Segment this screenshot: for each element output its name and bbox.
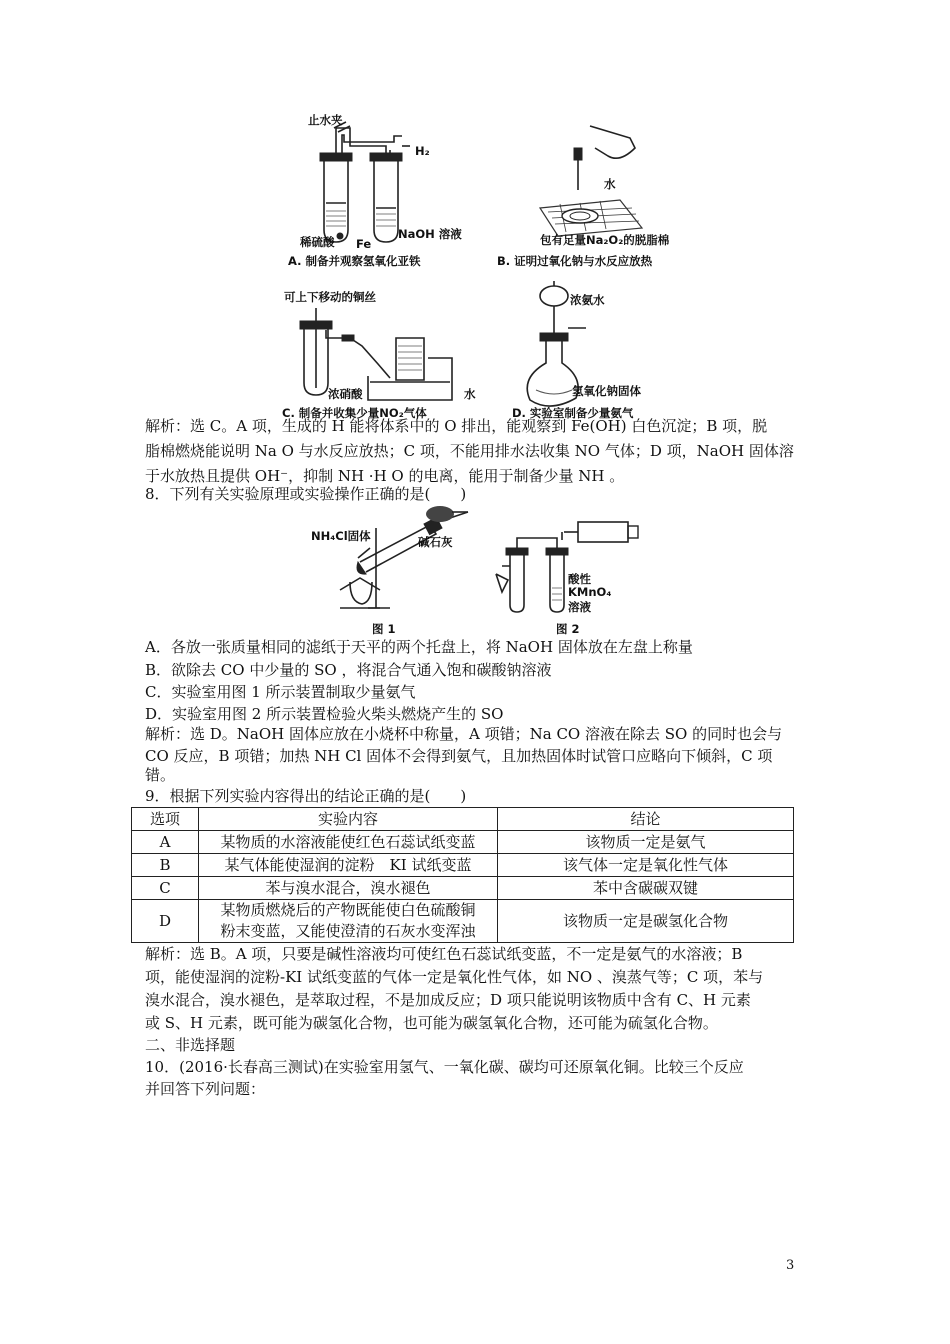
- label-naoh-solid: 氢氧化钠固体: [572, 384, 641, 398]
- q9-analysis-line3: 溴水混合，溴水褪色，是萃取过程，不是加成反应；D 项只能说明该物质中含有 C、H 元素: [145, 991, 751, 1009]
- q8-option-b: B．欲除去 CO 中少量的 SO ，将混合气通入饱和碳酸钠溶液: [145, 661, 552, 679]
- figure-c-drawing: [300, 308, 452, 400]
- row-conclusion: 该物质一定是碳氢化合物: [498, 900, 794, 943]
- label-fe: Fe: [356, 237, 372, 251]
- row-content: [199, 900, 498, 943]
- q8-analysis-line2: CO 反应，B 项错；加热 NH Cl 固体不会得到氨气，且加热固体时试管口应略向下倾斜，C 项: [145, 747, 773, 765]
- row-conclusion: 苯中含碳碳双键: [498, 877, 794, 900]
- q8-analysis-line3: 错。: [145, 766, 176, 784]
- row-content: 某物质的水溶液能使红色石蕊试纸变蓝: [199, 831, 498, 854]
- label-movable-copper-wire: 可上下移动的铜丝: [284, 290, 376, 304]
- q9-analysis-line1: 解析：选 B。A 项，只要是碱性溶液均可使红色石蕊试纸变蓝，不一定是氨气的水溶液；B: [145, 945, 743, 963]
- label-kmno4: KMnO₄: [568, 585, 612, 599]
- label-water-c: 水: [464, 387, 476, 401]
- caption-figure-d: D. 实验室制备少量氨气: [512, 406, 634, 420]
- q9-analysis-line4: 或 S、H 元素，既可能为碳氢化合物，也可能为碳氢氧化合物，还可能为硫氢化合物。: [145, 1014, 718, 1032]
- row-content: 苯与溴水混合，溴水褪色: [199, 877, 498, 900]
- label-acidic: 酸性: [568, 572, 591, 586]
- q8-option-a: A．各放一张质量相同的滤纸于天平的两个托盘上，将 NaOH 固体放在左盘上称量: [145, 638, 693, 656]
- caption-figure-b: B. 证明过氧化钠与水反应放热: [497, 254, 653, 268]
- label-conc-ammonia: 浓氨水: [570, 293, 605, 307]
- q9-table: [131, 807, 794, 943]
- analysis7-line2: 脂棉燃烧能说明 Na O 与水反应放热；C 项，不能用排水法收集 NO 气体；D 项，NaOH 固体溶: [145, 442, 794, 460]
- q10-line2: 并回答下列问题：: [145, 1080, 266, 1098]
- figure-a-drawing: [320, 122, 410, 242]
- apparatus-figures-q8: [310, 500, 650, 620]
- q8-option-d: D．实验室用图 2 所示装置检验火柴头燃烧产生的 SO: [145, 705, 504, 723]
- q8-option-c: C．实验室用图 1 所示装置制取少量氨气: [145, 683, 416, 701]
- caption-figure-a: A. 制备并观察氢氧化亚铁: [288, 254, 421, 268]
- caption-figure-c: C. 制备并收集少量NO₂气体: [282, 406, 427, 420]
- caption-fig1: 图 1: [372, 622, 396, 636]
- q8-analysis-line1: 解析：选 D。NaOH 固体应放在小烧杯中称量，A 项错；Na CO 溶液在除去 SO 的同时也会与: [145, 725, 783, 743]
- section-heading: 二、非选择题: [145, 1036, 236, 1054]
- table-row: [132, 877, 794, 900]
- page-number: 3: [786, 1258, 795, 1273]
- label-solution: 溶液: [568, 600, 591, 614]
- header-option: 选项: [132, 808, 199, 831]
- row-content: 某气体能使湿润的淀粉 KI 试纸变蓝: [199, 854, 498, 877]
- row-content-line: 粉末变蓝，又能使澄清的石灰水变浑浊: [220, 922, 476, 940]
- figure-b-drawing: [540, 126, 642, 236]
- label-h2: H₂: [415, 144, 430, 158]
- label-cotton-na2o2: 包有足量Na₂O₂的脱脂棉: [540, 233, 670, 247]
- label-naoh-solution: NaOH 溶液: [398, 227, 462, 241]
- row-conclusion: 该气体一定是氧化性气体: [498, 854, 794, 877]
- analysis7-line3: 于水放热且提供 OH⁻，抑制 NH ·H O 的电离，能用于制备少量 NH 。: [145, 467, 625, 485]
- header-conclusion: 结论: [498, 808, 794, 831]
- label-conc-nitric-acid: 浓硝酸: [328, 387, 363, 401]
- table-row: [132, 831, 794, 854]
- table-header-row: [132, 808, 794, 831]
- label-soda-lime: 碱石灰: [418, 535, 453, 549]
- header-content: 实验内容: [199, 808, 498, 831]
- row-option: A: [132, 831, 199, 854]
- label-nh4cl-solid: NH₄Cl固体: [311, 529, 371, 543]
- q10-line1: 10．(2016·长春高三测试)在实验室用氢气、一氧化碳、碳均可还原氧化铜。比较三个反应: [145, 1058, 744, 1076]
- label-dilute-sulfuric-acid: 稀硫酸: [300, 235, 335, 249]
- analysis7-line1: 解析：选 C。A 项，生成的 H 能将体系中的 O 排出，能观察到 Fe(OH) 白色沉淀；B 项，脱: [145, 417, 768, 435]
- label-stop-clamp: 止水夹: [308, 113, 343, 127]
- row-option: C: [132, 877, 199, 900]
- row-content-line: 某物质燃烧后的产物既能使白色硫酸铜: [220, 901, 476, 919]
- table-row: [132, 854, 794, 877]
- q8-stem: 8．下列有关实验原理或实验操作正确的是( ): [145, 485, 467, 503]
- q9-analysis-line2: 项，能使湿润的淀粉-KI 试纸变蓝的气体一定是氧化性气体，如 NO 、溴蒸气等；C 项，苯与: [145, 968, 764, 986]
- row-option: D: [132, 900, 199, 943]
- q9-stem: 9．根据下列实验内容得出的结论正确的是( ): [145, 787, 467, 805]
- caption-fig2: 图 2: [556, 622, 580, 636]
- table-row: [132, 900, 794, 943]
- row-conclusion: 该物质一定是氨气: [498, 831, 794, 854]
- label-water-b: 水: [604, 177, 616, 191]
- row-option: B: [132, 854, 199, 877]
